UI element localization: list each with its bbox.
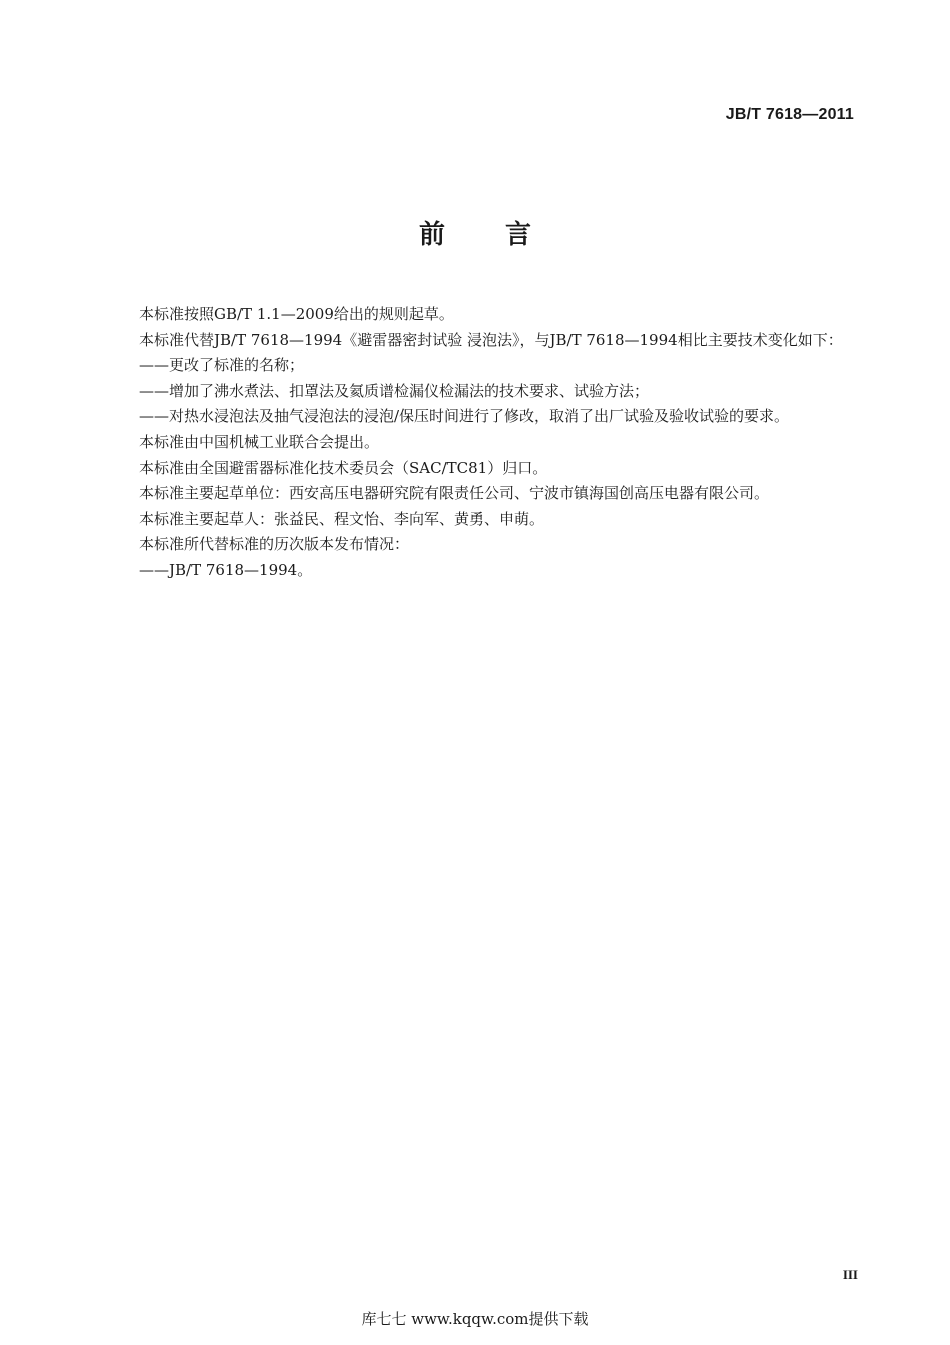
paragraph-drafting-rules: 本标准按照GB/T 1.1—2009给出的规则起草。: [139, 305, 454, 323]
paragraph-centralized: 本标准由全国避雷器标准化技术委员会（SAC/TC81）归口。: [139, 458, 548, 477]
standard-code: JB/T 7618—2011: [725, 106, 854, 123]
paragraph-drafting-units: 本标准主要起草单位：西安高压电器研究院有限责任公司、宁波市镇海国创高压电器有限公司。: [139, 484, 770, 503]
page-title: 前言: [418, 220, 591, 250]
change-item: ——增加了沸水煮法、扣罩法及氦质谱检漏仪检漏法的技术要求、试验方法；: [139, 381, 650, 400]
page-number: III: [842, 1267, 858, 1282]
paragraph-replacement: 本标准代替JB/T 7618—1994《避雷器密封试验 浸泡法》，与JB/T 7618—1994相比主要技术变化如下：: [139, 330, 843, 349]
previous-version-item: ——JB/T 7618—1994。: [139, 560, 313, 579]
change-item: ——对热水浸泡法及抽气浸泡法的浸泡/保压时间进行了修改，取消了出厂试验及验收试验的要求。: [139, 407, 790, 426]
change-item: ——更改了标准的名称；: [139, 356, 305, 375]
download-footer: 库七七 www.kqqw.com提供下载: [361, 1310, 589, 1328]
paragraph-proposer: 本标准由中国机械工业联合会提出。: [139, 432, 380, 451]
foreword-body: [107, 302, 857, 584]
paragraph-version-history: 本标准所代替标准的历次版本发布情况：: [139, 535, 410, 554]
paragraph-drafters: 本标准主要起草人：张益民、程文怡、李向军、黄勇、申萌。: [139, 509, 545, 528]
